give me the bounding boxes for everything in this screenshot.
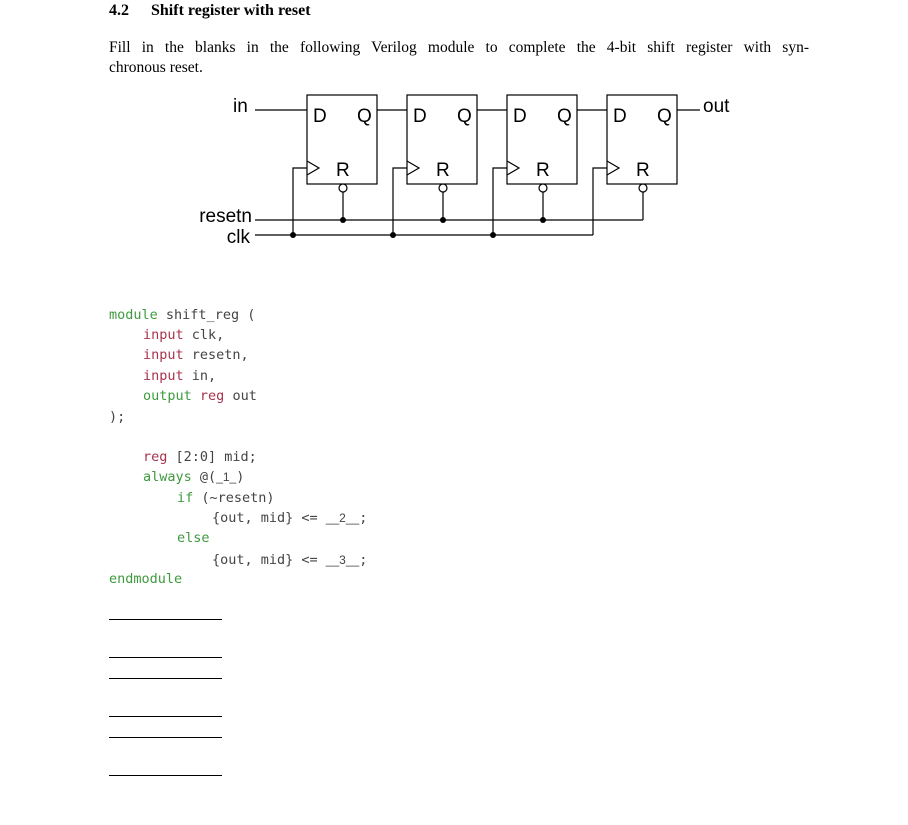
answer-line-6[interactable] [109, 775, 222, 776]
ff4-r-label: R [636, 160, 650, 181]
reset-bubble-3 [539, 184, 547, 192]
section-title: Shift register with reset [151, 2, 311, 19]
reg-keyword: reg [143, 449, 168, 465]
clock-triangle-2 [407, 161, 419, 175]
module-keyword: module [109, 307, 158, 323]
clock-triangle-3 [507, 161, 519, 175]
ff2-q-label: Q [457, 106, 472, 127]
answer-line-2[interactable] [109, 657, 222, 658]
code-line-endmodule [109, 569, 182, 589]
reset-bubble-4 [639, 184, 647, 192]
clock-feed-1 [293, 168, 307, 235]
answer-line-4[interactable] [109, 716, 222, 717]
shift-register-diagram [0, 0, 908, 300]
clk-label: clk [226, 227, 250, 248]
clk-junction-3 [490, 232, 496, 238]
if-condition: (~resetn) [201, 490, 275, 506]
code-line-close [109, 407, 125, 427]
code-line-always [143, 467, 244, 487]
sensitivity-close: ) [236, 469, 245, 485]
out-label: out [703, 96, 730, 117]
code-line-if [177, 488, 275, 508]
clock-triangle-4 [607, 161, 619, 175]
code-line-input-clk [143, 325, 224, 345]
ff3-d-label: D [513, 106, 527, 127]
blank-1[interactable]: _1_ [216, 470, 237, 484]
ff3-r-label: R [536, 160, 550, 181]
clk-junction-2 [390, 232, 396, 238]
reset-bubble-1 [339, 184, 347, 192]
else-keyword: else [177, 530, 210, 546]
answer-line-3[interactable] [109, 678, 222, 679]
code-line-else [177, 528, 210, 548]
input-keyword: input [143, 368, 184, 384]
clk-junction-1 [290, 232, 296, 238]
port-clk: clk, [191, 327, 225, 343]
prompt-line-2: chronous reset. [109, 59, 203, 76]
code-line-reg-decl [143, 447, 257, 467]
input-keyword: input [143, 347, 184, 363]
resetn-label: resetn [199, 206, 252, 227]
code-line-assign-shift [212, 550, 367, 570]
ff1-d-label: D [313, 106, 327, 127]
code-line-input-in [143, 366, 216, 386]
input-keyword: input [143, 327, 184, 343]
prompt-line-1: Fill in the blanks in the following Verilog module to complete the 4-bit shift register with syn- [109, 39, 809, 56]
semicolon: ; [359, 510, 368, 526]
port-out: out [232, 388, 257, 404]
close-paren: ); [109, 409, 126, 425]
sensitivity-open: @( [199, 469, 217, 485]
output-keyword: output [143, 388, 192, 404]
ff4-q-label: Q [657, 106, 672, 127]
reg-decl: [2:0] mid; [175, 449, 257, 465]
reset-junction-2 [440, 217, 446, 223]
semicolon: ; [359, 552, 368, 568]
clock-feed-2 [393, 168, 407, 235]
in-label: in [233, 96, 248, 117]
code-line-input-resetn [143, 345, 249, 365]
endmodule-keyword: endmodule [109, 571, 183, 587]
reset-bubble-2 [439, 184, 447, 192]
answer-line-1[interactable] [109, 619, 222, 620]
port-in: in, [191, 368, 217, 384]
assign-lhs: {out, mid} <= [212, 552, 318, 568]
code-line-module [109, 305, 255, 325]
assign-lhs: {out, mid} <= [212, 510, 318, 526]
clock-feed-3 [493, 168, 507, 235]
blank-2[interactable]: __2__ [325, 511, 360, 525]
answer-line-5[interactable] [109, 737, 222, 738]
reg-keyword: reg [199, 388, 225, 404]
ff1-q-label: Q [357, 106, 372, 127]
ff2-r-label: R [436, 160, 450, 181]
blank-3[interactable]: __3__ [325, 553, 360, 567]
if-keyword: if [177, 490, 194, 506]
reset-junction-3 [540, 217, 546, 223]
reset-junction-1 [340, 217, 346, 223]
ff2-d-label: D [413, 106, 427, 127]
code-line-output-out [143, 386, 257, 406]
code-line-assign-reset [212, 508, 367, 528]
always-keyword: always [143, 469, 192, 485]
ff1-r-label: R [336, 160, 350, 181]
ff4-d-label: D [613, 106, 627, 127]
port-resetn: resetn, [191, 347, 249, 363]
section-number: 4.2 [109, 2, 129, 19]
clock-feed-4 [593, 168, 607, 235]
ff3-q-label: Q [557, 106, 572, 127]
clock-triangle-1 [307, 161, 319, 175]
module-name: shift_reg ( [165, 307, 256, 323]
